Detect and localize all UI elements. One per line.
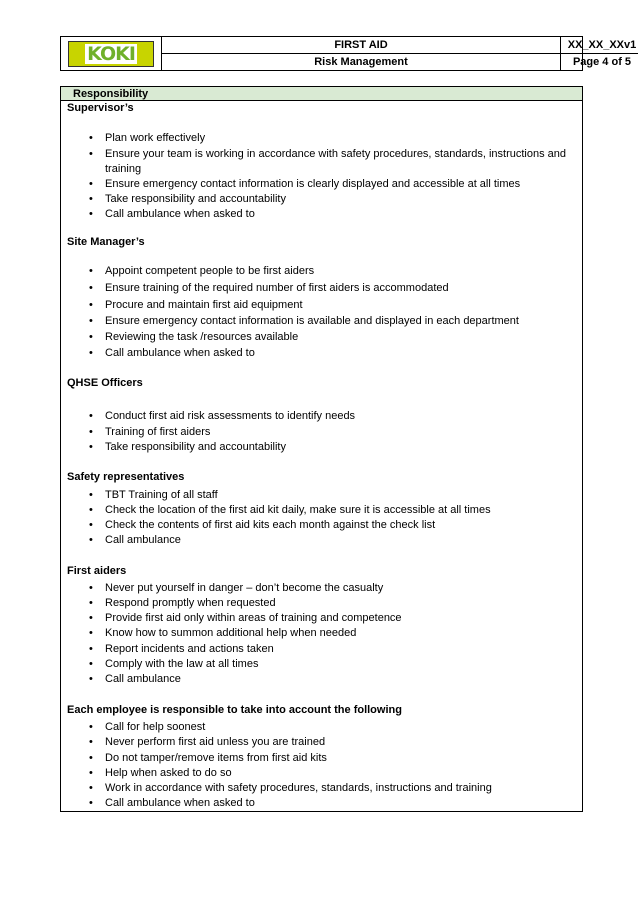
list-item: • Check the location of the first aid kit daily, make sure it is accessible at all times [105, 503, 575, 518]
section-title-qhse: QHSE Officers [67, 377, 143, 389]
section-title-employees: Each employee is responsible to take into account the following [67, 704, 402, 716]
list-item: • Procure and maintain first aid equipment [105, 298, 575, 313]
page-number: Page 4 of 5 [572, 56, 632, 68]
list-item: • Reviewing the task /resources available [105, 330, 575, 345]
list-item: • Know how to summon additional help when needed [105, 626, 575, 641]
section-title-supervisors: Supervisor’s [67, 102, 134, 114]
logo-text: KOKI [87, 42, 135, 65]
header-subtitle: Risk Management [314, 56, 408, 68]
section-title-safety-reps: Safety representatives [67, 471, 185, 483]
header-title: FIRST AID [162, 37, 560, 54]
list-item: • Help when asked to do so [105, 766, 575, 781]
list-item: • Comply with the law at all times [105, 657, 575, 672]
list-item: • Call ambulance when asked to [105, 346, 575, 361]
list-item: • Call ambulance when asked to [105, 207, 575, 222]
list-item: • Respond promptly when requested [105, 596, 575, 611]
list-item: • Check the contents of first aid kits each month against the check list [105, 518, 575, 533]
section-title-site-managers: Site Manager’s [67, 236, 145, 248]
header-title-cell [162, 37, 561, 70]
document-header [60, 36, 637, 71]
list-item: • Ensure emergency contact information is available and displayed in each department [105, 314, 575, 329]
company-logo [68, 41, 154, 67]
list-item: • Call for help soonest [105, 720, 575, 735]
list-item: • Call ambulance when asked to [105, 796, 575, 811]
list-item: • Provide first aid only within areas of training and competence [105, 611, 575, 626]
list-item: • TBT Training of all staff [105, 488, 575, 503]
list-item: • Never perform first aid unless you are trained [105, 735, 575, 750]
list-item: • Take responsibility and accountability [105, 440, 575, 455]
doc-code: XX_XX_XXv1 [561, 37, 638, 54]
list-item: • Appoint competent people to be first aiders [105, 264, 575, 279]
list-item: • Work in accordance with safety procedures, standards, instructions and training [105, 781, 575, 796]
list-item: • Ensure your team is working in accordance with safety procedures, standards, instructions and training [105, 147, 575, 177]
responsibility-table [60, 86, 583, 812]
list-item: • Conduct first aid risk assessments to identify needs [105, 409, 575, 424]
list-item: • Never put yourself in danger – don’t become the casualty [105, 581, 575, 596]
logo-cell [61, 37, 162, 70]
list-item: • Take responsibility and accountability [105, 192, 575, 207]
list-item: • Plan work effectively [105, 131, 575, 146]
list-item: • Call ambulance [105, 672, 575, 687]
table-title: Responsibility [61, 87, 582, 101]
list-item: • Ensure emergency contact information is clearly displayed and accessible at all times [105, 177, 575, 192]
list-item: • Ensure training of the required number of first aiders is accommodated [105, 281, 575, 296]
list-item: • Training of first aiders [105, 425, 575, 440]
list-item: • Do not tamper/remove items from first aid kits [105, 751, 575, 766]
header-meta-cell [561, 37, 638, 70]
list-item: • Report incidents and actions taken [105, 642, 575, 657]
list-item: • Call ambulance [105, 533, 575, 548]
section-title-first-aiders: First aiders [67, 565, 127, 577]
